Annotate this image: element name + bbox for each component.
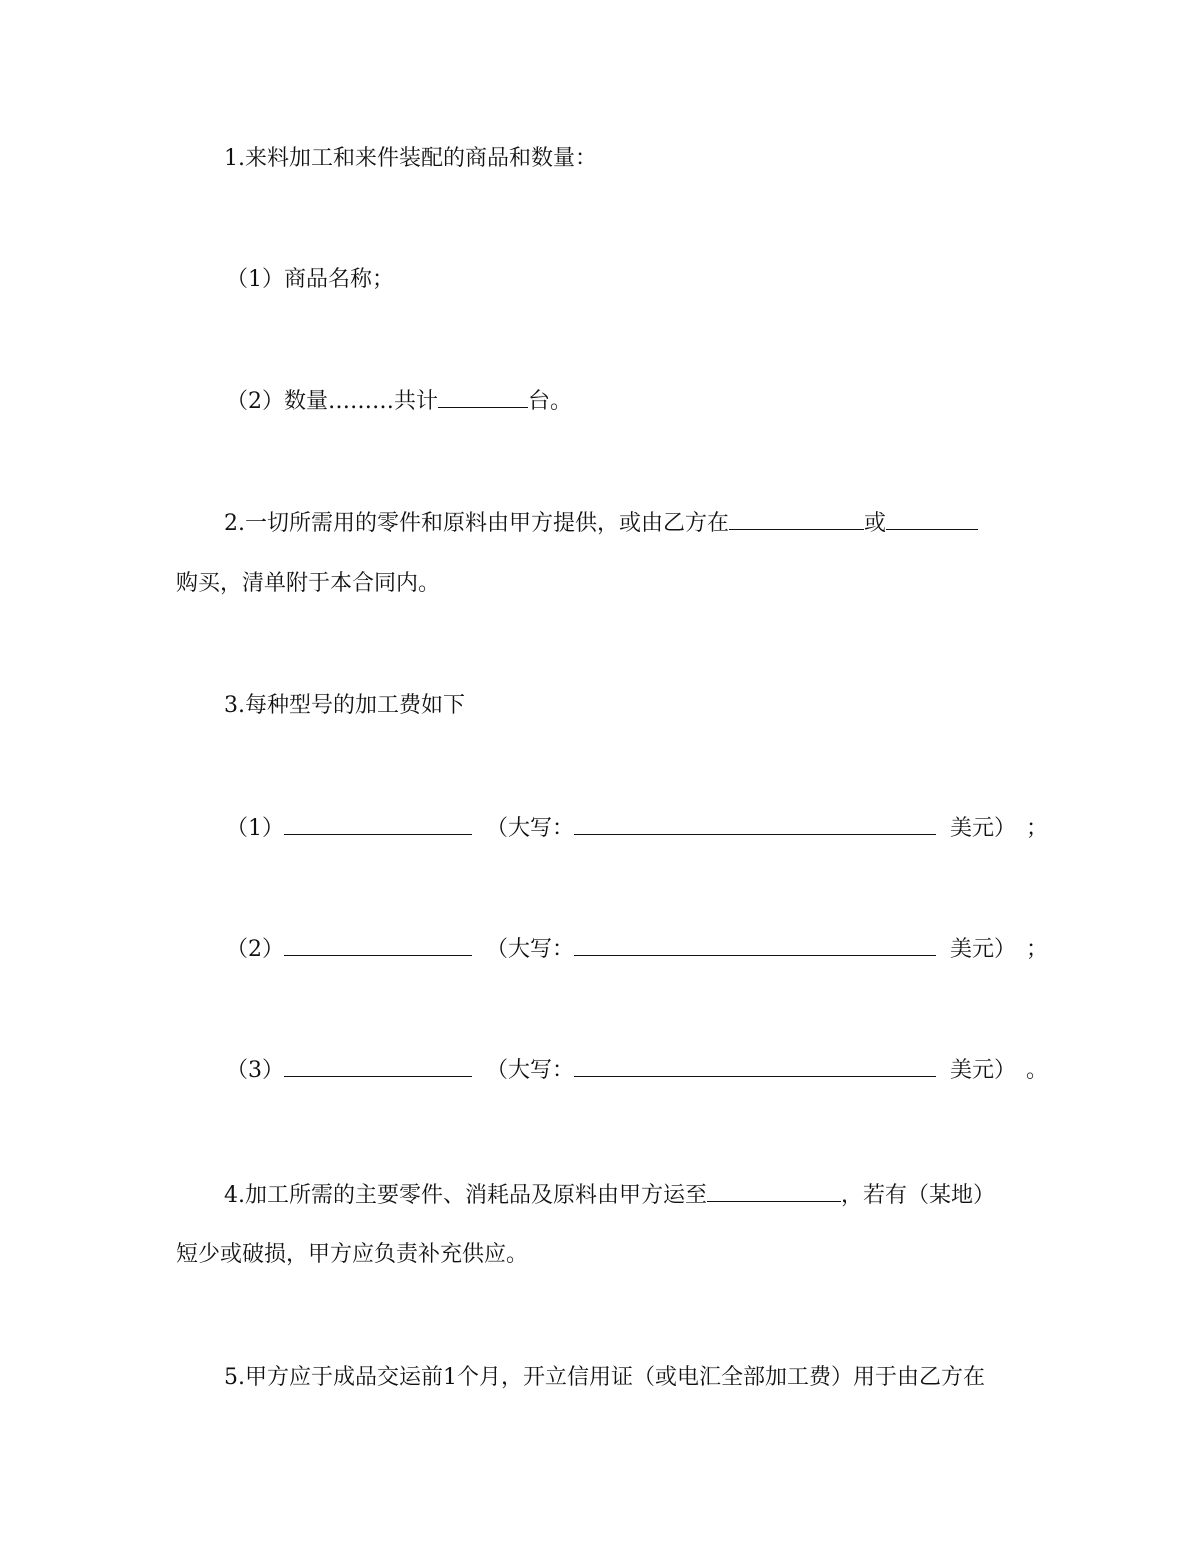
item2-line2 [176,569,440,599]
item1-sub2-unit: 台。 [528,389,573,414]
fee-unit-label: 美元） [950,816,1017,841]
item5-line1-text: 5.甲方应于成品交运前1个月，开立信用证（或电汇全部加工费）用于由乙方在 [224,1365,985,1390]
item4-line1 [224,1181,995,1211]
fee-row [226,814,1048,844]
item2-or-text: 或 [864,511,887,536]
fee-daxie-label: （大写： [486,816,575,841]
fee-unit-label: 美元） [950,1058,1017,1083]
item3-heading [224,691,465,721]
item5-line1 [224,1363,985,1393]
item2-line2-text: 购买，清单附于本合同内。 [176,571,441,596]
item1-sub2 [226,387,572,417]
fee-amount-blank[interactable] [284,814,472,835]
item3-heading-text: 3.每种型号的加工费如下 [224,693,465,718]
fee-row [226,935,1048,965]
item1-heading-text: 1.来料加工和来件装配的商品和数量： [224,146,597,171]
item4-line2-text: 短少或破损，甲方应负责补充供应。 [176,1242,529,1267]
item2-line1-text: 2.一切所需用的零件和原料由甲方提供，或由乙方在 [224,511,729,536]
item1-sub2-text: （2）数量………共计 [226,389,438,414]
item2-line1 [224,509,978,539]
fee-row-end: 。 [1026,1058,1049,1083]
fee-row-label: （1） [226,816,284,841]
item1-sub1-text: （1）商品名称； [226,267,394,292]
fee-daxie-blank[interactable] [574,814,936,835]
item1-heading [224,144,597,174]
fee-daxie-blank[interactable] [574,1056,936,1077]
fee-row [226,1056,1048,1086]
fee-daxie-blank[interactable] [574,935,936,956]
fee-row-label: （2） [226,937,284,962]
fee-row-end: ； [1026,816,1049,841]
fee-unit-label: 美元） [950,937,1017,962]
fee-row-label: （3） [226,1058,284,1083]
destination-blank[interactable] [707,1181,841,1202]
fee-row-end: ； [1026,937,1049,962]
fee-amount-blank[interactable] [284,1056,472,1077]
item4-line1-text: 4.加工所需的主要零件、消耗品及原料由甲方运至 [224,1183,707,1208]
fee-daxie-label: （大写： [486,1058,575,1083]
quantity-blank[interactable] [438,387,528,408]
item4-line2 [176,1240,528,1270]
fee-daxie-label: （大写： [486,937,575,962]
fee-amount-blank[interactable] [284,935,472,956]
item1-sub1 [226,265,394,295]
item4-line1-after: ，若有（某地） [841,1183,996,1208]
purchase-place-blank-1[interactable] [729,509,864,530]
purchase-place-blank-2[interactable] [886,509,978,530]
